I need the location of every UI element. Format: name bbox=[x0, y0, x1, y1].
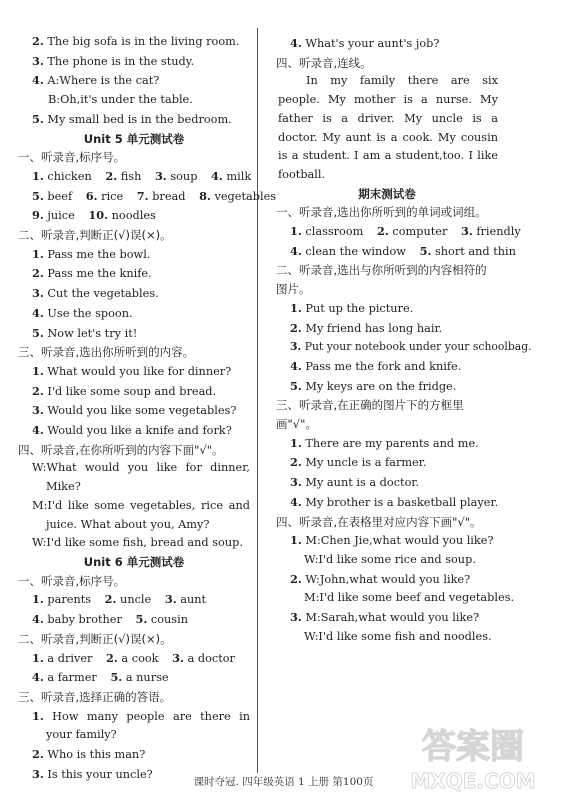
section-heading: 一、听录音,标序号。 bbox=[18, 573, 126, 588]
options-row: 5. beef 6. rice 7. bread 8. vegetables bbox=[32, 188, 277, 203]
section-heading: 二、听录音,选出与你所听到的内容相符的图片。 bbox=[276, 263, 487, 297]
list-item: 1. There are my parents and me. bbox=[290, 435, 479, 450]
section-heading: 三、听录音,选择正确的答语。 bbox=[18, 689, 172, 704]
list-item: 2. Who is this man? bbox=[32, 747, 146, 762]
dialog-answer: W:I'd like some fish and noodles. bbox=[304, 629, 492, 643]
list-item: 1. Pass me the bowl. bbox=[32, 246, 151, 261]
list-item: 5. My small bed is in the bedroom. bbox=[32, 111, 232, 126]
list-item: 4. Use the spoon. bbox=[32, 305, 133, 320]
list-item: 2. The big sofa is in the living room. bbox=[32, 34, 240, 48]
list-item: 1. What would you like for dinner? bbox=[32, 363, 232, 378]
list-item: 2. I'd like some soup and bread. bbox=[32, 383, 217, 398]
options-row: 4. a farmer 5. a nurse bbox=[32, 670, 169, 685]
list-item: 3. My aunt is a doctor. bbox=[290, 475, 420, 490]
section-heading: 四、听录音,在你所听到的内容下面"√"。 bbox=[18, 442, 224, 457]
options-row: 4. baby brother 5. cousin bbox=[32, 612, 188, 627]
page-footer: 课时夺冠. 四年级英语 1 上册 第100页 bbox=[193, 776, 374, 788]
final-exam-title: 期末测试卷 bbox=[358, 186, 416, 201]
section-heading: 三、听录音,在正确的图片下的方框里画"√"。 bbox=[276, 398, 464, 432]
list-item: 1. How many people are there in your family? bbox=[32, 708, 250, 742]
column-divider bbox=[257, 28, 258, 773]
list-item: 2. Pass me the knife. bbox=[32, 266, 152, 281]
section-heading: 二、听录音,判断正(√)误(×)。 bbox=[18, 631, 172, 646]
list-item: 3. Is this your uncle? bbox=[32, 766, 153, 781]
svg-text:答案圈: 答案圈 bbox=[422, 727, 524, 767]
right-column bbox=[276, 0, 532, 647]
dialog-line: W:I'd like some fish, bread and soup. bbox=[32, 536, 243, 550]
dialog-question: 3. M:Sarah,what would you like? bbox=[290, 610, 480, 625]
dialog-question: 2. W:John,what would you like? bbox=[290, 571, 471, 586]
section-heading: 一、听录音,选出你所听到的单词或词组。 bbox=[276, 205, 487, 220]
section-heading: 二、听录音,判断正(√)误(×)。 bbox=[18, 228, 172, 243]
options-row: 4. clean the window 5. short and thin bbox=[290, 243, 516, 258]
options-row: 1. a driver 2. a cook 3. a doctor bbox=[32, 650, 235, 665]
unit5-title: Unit 5 单元测试卷 bbox=[83, 131, 185, 146]
dialog-line: W:What would you like for dinner, Mike? bbox=[32, 461, 250, 494]
dialog-answer: M:I'd like some beef and vegetables. bbox=[304, 591, 515, 605]
options-row: 1. classroom 2. computer 3. friendly bbox=[290, 224, 521, 239]
list-item: 3. Cut the vegetables. bbox=[32, 286, 159, 301]
left-column bbox=[18, 0, 277, 784]
section-heading: 一、听录音,标序号。 bbox=[18, 150, 126, 165]
options-row: 9. juice 10. noodles bbox=[32, 208, 156, 223]
svg-text:MXQE.COM: MXQE.COM bbox=[410, 769, 536, 793]
list-item: 3. The phone is in the study. bbox=[32, 53, 195, 68]
section-heading: 三、听录音,选出你所听到的内容。 bbox=[18, 345, 195, 360]
dialog-reply: B:Oh,it's under the table. bbox=[48, 93, 193, 107]
list-item: 5. My keys are on the fridge. bbox=[290, 378, 457, 393]
list-item: 1. Put up the picture. bbox=[290, 300, 414, 315]
list-item: 4. A:Where is the cat? bbox=[32, 73, 160, 88]
dialog-question: 1. M:Chen Jie,what would you like? bbox=[290, 533, 494, 548]
options-row: 1. parents 2. uncle 3. aunt bbox=[32, 592, 207, 607]
list-item: 4. Would you like a knife and fork? bbox=[32, 423, 232, 438]
list-item: 2. My uncle is a farmer. bbox=[290, 455, 427, 470]
list-item: 4. My brother is a basketball player. bbox=[290, 494, 499, 509]
section-heading: 四、听录音,在表格里对应内容下画"√"。 bbox=[276, 514, 482, 529]
unit6-title: Unit 6 单元测试卷 bbox=[83, 554, 185, 569]
options-row: 1. chicken 2. fish 3. soup 4. milk bbox=[32, 168, 252, 183]
list-item: 2. My friend has long hair. bbox=[290, 320, 443, 335]
list-item: 3. Would you like some vegetables? bbox=[32, 403, 237, 418]
section-heading: 四、听录音,连线。 bbox=[276, 55, 372, 70]
listening-passage: In my family there are six people. My mother is a nurse. My father is a driver. My uncle is a doctor. My aunt is a cook. My cousin is a student. I am a student,too. I like football. bbox=[278, 74, 498, 181]
list-item: 3. Put your notebook under your schoolbag. bbox=[290, 340, 532, 354]
list-item: 5. Now let's try it! bbox=[32, 325, 138, 340]
list-item: 4. What's your aunt's job? bbox=[290, 36, 440, 50]
dialog-answer: W:I'd like some rice and soup. bbox=[304, 552, 476, 566]
dialog-line: M:I'd like some vegetables, rice and juice. What about you, Amy? bbox=[32, 498, 250, 531]
list-item: 4. Pass me the fork and knife. bbox=[290, 358, 462, 373]
